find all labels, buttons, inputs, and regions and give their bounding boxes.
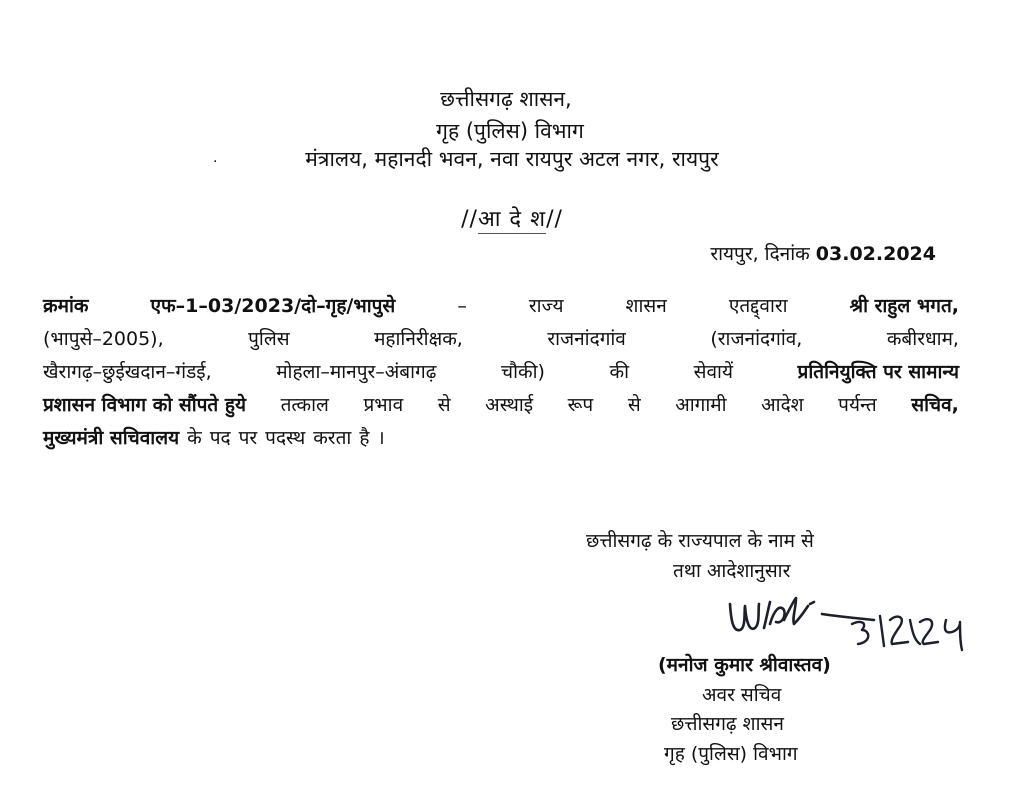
body-word: से — [627, 394, 641, 416]
signatory-department: गृह (पुलिस) विभाग — [664, 743, 798, 765]
body-word: पदस्थ — [265, 427, 306, 449]
body-word: श्री राहुल भगत, — [849, 295, 959, 317]
body-word: सेवायें — [693, 361, 733, 383]
order-body — [43, 290, 959, 455]
handwritten-signature — [724, 590, 984, 660]
body-word: राज्य — [528, 295, 564, 317]
body-word: राजनांदगांव — [547, 328, 626, 350]
body-word: प्रतिनियुक्ति पर सामान्य — [797, 361, 959, 383]
body-word: पर्यन्त — [838, 394, 877, 416]
body-word: करता — [313, 427, 352, 449]
body-word: आगामी — [675, 394, 727, 416]
body-word: तत्काल — [280, 394, 329, 416]
date-place: रायपुर, दिनांक — [710, 243, 810, 265]
body-word: क्रमांक — [43, 295, 89, 317]
body-word: एतद्द्वारा — [728, 295, 788, 317]
order-title-word: आ दे श — [477, 207, 547, 232]
body-word: रूप — [567, 394, 594, 416]
body-word: पुलिस — [248, 328, 290, 350]
body-word: अस्थाई — [485, 394, 534, 416]
body-word: (राजनांदगांव, — [710, 328, 803, 350]
body-word: महानिरीक्षक, — [374, 328, 463, 350]
body-word: शासन — [625, 295, 667, 317]
authority-line-1: छत्तीसगढ़ के राज्यपाल के नाम से — [586, 530, 814, 552]
body-line-5 — [43, 422, 959, 455]
body-word: आदेश — [761, 394, 804, 416]
order-title-left: // — [461, 207, 478, 232]
body-word: (भापुसे–2005), — [43, 328, 164, 350]
dateline — [710, 240, 936, 266]
header-government: छत्तीसगढ़ शासन, — [440, 87, 572, 111]
body-word: प्रभाव — [363, 394, 404, 416]
body-word: पर — [238, 427, 258, 449]
body-word: – — [457, 295, 467, 317]
header-address: मंत्रालय, महानदी भवन, नवा रायपुर अटल नगर, रायपुर — [305, 147, 719, 171]
body-line-2 — [43, 323, 959, 356]
body-word: पद — [209, 427, 231, 449]
body-word: । — [377, 427, 385, 449]
body-word: सचिव, — [911, 394, 959, 416]
header-bullet: . — [213, 150, 218, 166]
body-line-1 — [43, 290, 959, 323]
body-word: खैरागढ़–छुईखदान–गंडई, — [43, 361, 212, 383]
body-word: प्रशासन विभाग को सौंपते हुये — [43, 394, 246, 416]
body-word: कबीरधाम, — [886, 328, 959, 350]
order-title-right: // — [546, 207, 563, 232]
body-word: मोहला–मानपुर–अंबागढ़ — [276, 361, 437, 383]
body-word: एफ–1–03/2023/दो–गृह/भापुसे — [150, 295, 396, 317]
authority-line-2: तथा आदेशानुसार — [673, 560, 791, 582]
body-line-3 — [43, 356, 959, 389]
signatory-designation: अवर सचिव — [702, 684, 782, 706]
body-word: की — [609, 361, 630, 383]
body-word: मुख्यमंत्री सचिवालय — [43, 427, 180, 449]
order-title — [0, 203, 1024, 233]
header-department: गृह (पुलिस) विभाग — [436, 119, 584, 143]
body-word: के — [187, 427, 202, 449]
body-word: चौकी) — [501, 361, 545, 383]
date-value: 03.02.2024 — [815, 243, 936, 265]
body-line-4 — [43, 389, 959, 422]
body-word: से — [437, 394, 451, 416]
signatory-government: छत्तीसगढ़ शासन — [671, 713, 784, 735]
signatory-name: (मनोज कुमार श्रीवास्तव) — [658, 654, 831, 676]
body-word: है — [359, 427, 370, 449]
